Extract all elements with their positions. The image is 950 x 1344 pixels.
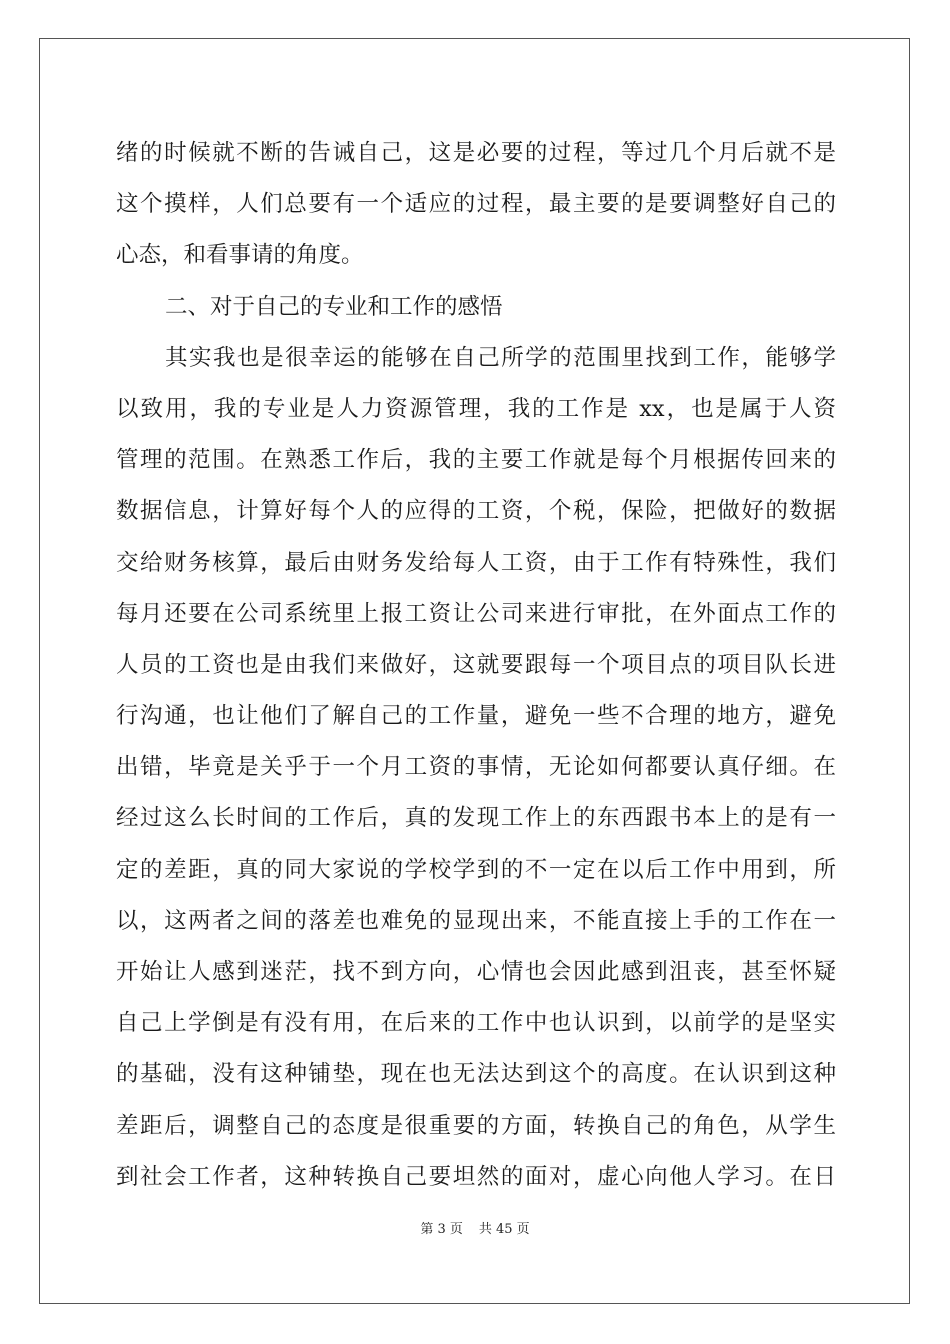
text-line: 以致用，我的专业是人力资源管理，我的工作是 xx，也是属于人资 xyxy=(116,395,836,422)
text-line: 以，这两者之间的落差也难免的显现出来，不能直接上手的工作在一 xyxy=(116,907,836,934)
page-footer xyxy=(0,1218,950,1237)
text-line: 行沟通，也让他们了解自己的工作量，避免一些不合理的地方，避免 xyxy=(116,703,836,730)
text-line: 到社会工作者，这种转换自己要坦然的面对，虚心向他人学习。在日 xyxy=(116,1163,836,1190)
text-line: 定的差距，真的同大家说的学校学到的不一定在以后工作中用到，所 xyxy=(116,856,836,883)
page-total: 共 45 页 xyxy=(478,1222,530,1237)
text-line: 数据信息，计算好每个人的应得的工资，个税，保险，把做好的数据 xyxy=(116,498,836,525)
text-line: 经过这么长时间的工作后，真的发现工作上的东西跟书本上的是有一 xyxy=(116,805,836,832)
text-line: 自己上学倒是有没有用，在后来的工作中也认识到，以前学的是坚实 xyxy=(116,1010,836,1037)
text-line: 出错，毕竟是关乎于一个月工资的事情，无论如何都要认真仔细。在 xyxy=(116,754,836,781)
text-line: 每月还要在公司系统里上报工资让公司来进行审批，在外面点工作的 xyxy=(116,600,836,627)
page-number: 第 3 页 xyxy=(420,1222,463,1237)
text-line: 其实我也是很幸运的能够在自己所学的范围里找到工作，能够学 xyxy=(165,344,836,371)
text-line: 管理的范围。在熟悉工作后，我的主要工作就是每个月根据传回来的 xyxy=(116,447,836,474)
text-line: 的基础，没有这种铺垫，现在也无法达到这个的高度。在认识到这种 xyxy=(116,1061,836,1088)
text-line: 差距后，调整自己的态度是很重要的方面，转换自己的角色，从学生 xyxy=(116,1112,836,1139)
text-line: 人员的工资也是由我们来做好，这就要跟每一个项目点的项目队长进 xyxy=(116,651,836,678)
body-text xyxy=(116,128,836,1203)
text-line: 交给财务核算，最后由财务发给每人工资，由于工作有特殊性，我们 xyxy=(116,549,836,576)
text-line: 这个摸样，人们总要有一个适应的过程，最主要的是要调整好自己的 xyxy=(116,191,836,218)
text-line: 心态，和看事请的角度。 xyxy=(116,242,364,269)
text-line: 绪的时候就不断的告诫自己，这是必要的过程，等过几个月后就不是 xyxy=(116,140,836,166)
text-line: 开始让人感到迷茫，找不到方向，心情也会因此感到沮丧，甚至怀疑 xyxy=(116,959,836,985)
text-line: 二、对于自己的专业和工作的感悟 xyxy=(165,293,503,320)
